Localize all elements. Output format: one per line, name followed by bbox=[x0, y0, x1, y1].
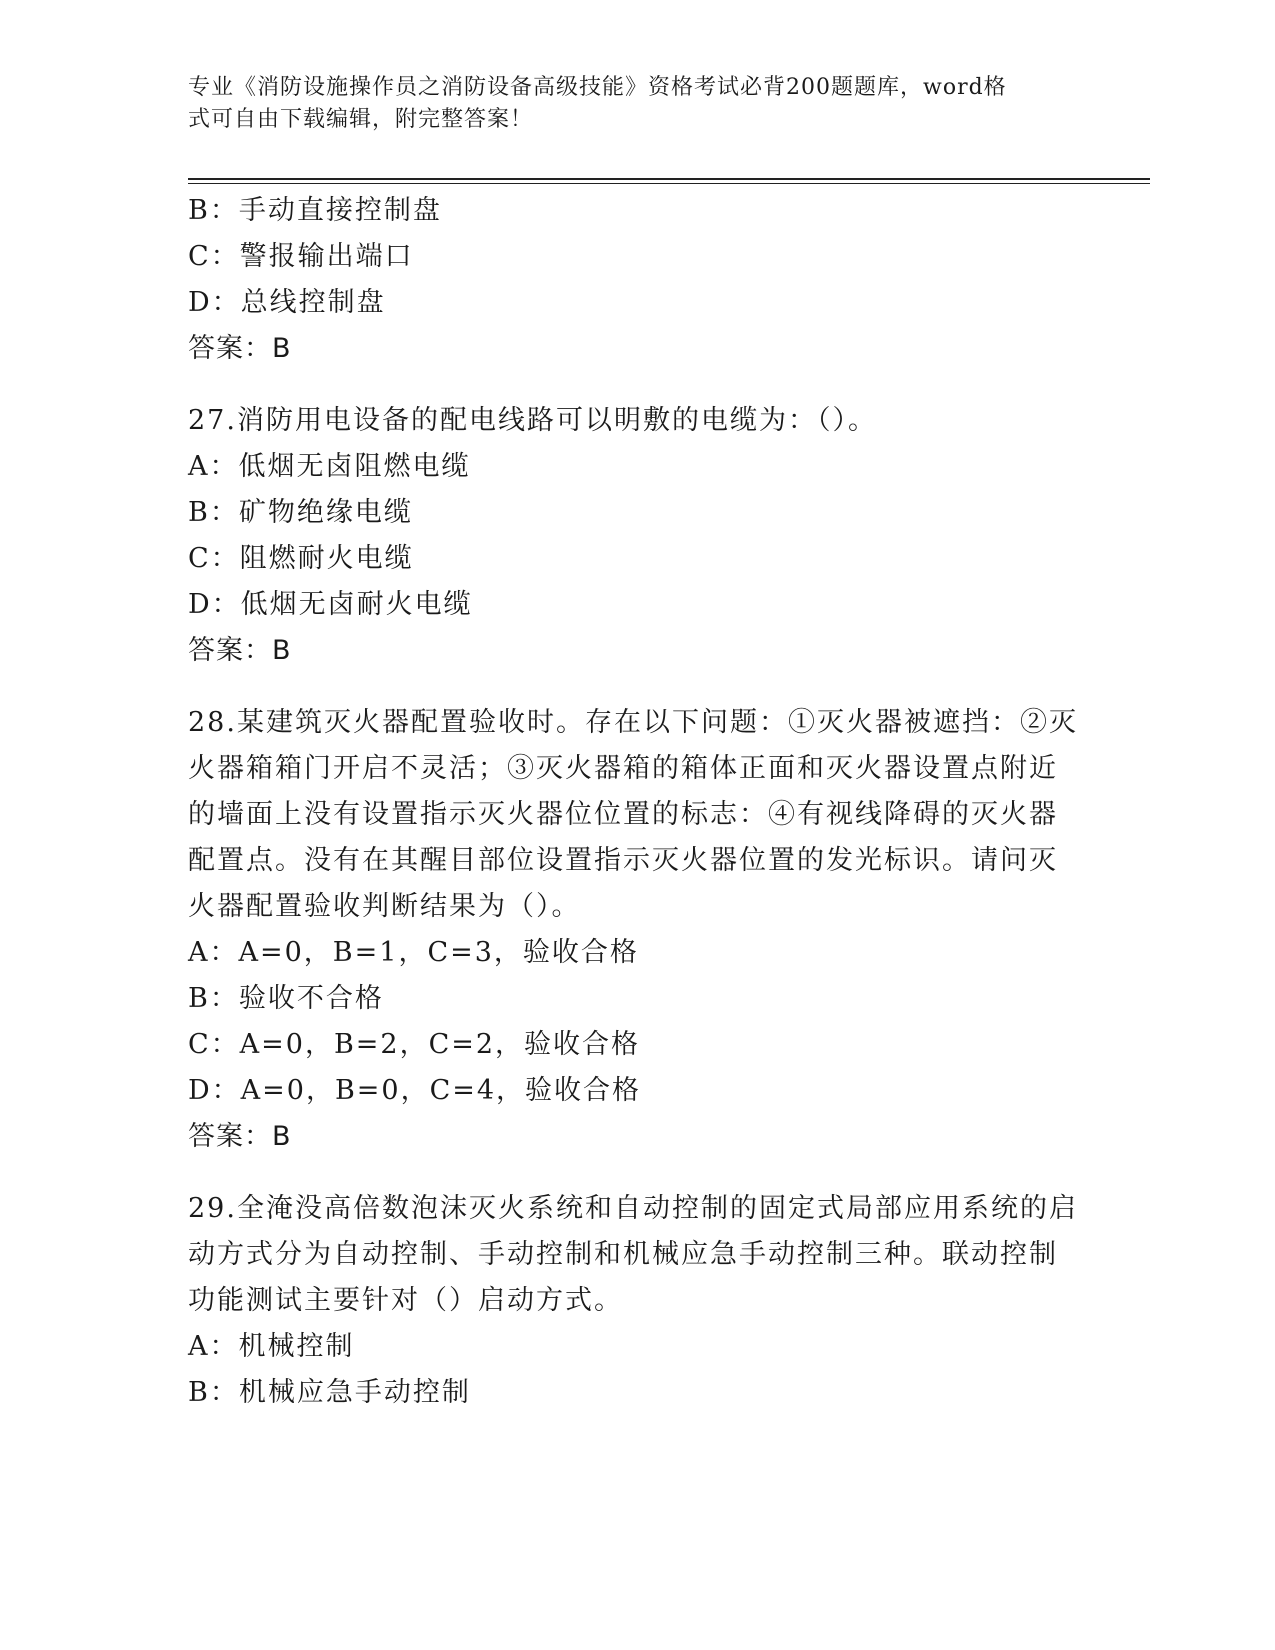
prev-question bbox=[188, 188, 1088, 372]
question-stem-line: 火器箱箱门开启不灵活；③灭火器箱的箱体正面和灭火器设置点附近 bbox=[188, 753, 1058, 784]
question-stem-line: 的墙面上没有设置指示灭火器位位置的标志：④有视线降碍的灭火器 bbox=[188, 799, 1058, 830]
question-stem-line: 配置点。没有在其醒目部位设置指示灭火器位置的发光标识。请问灭 bbox=[188, 845, 1058, 876]
question-stem: 27.消防用电设备的配电线路可以明敷的电缆为：（）。 bbox=[188, 405, 877, 436]
answer-line: 答案：B bbox=[188, 333, 292, 364]
option-b: B：验收不合格 bbox=[188, 983, 384, 1014]
header-rule-thin bbox=[188, 183, 1150, 184]
question-stem-line: 动方式分为自动控制、手动控制和机械应急手动控制三种。联动控制 bbox=[188, 1239, 1058, 1270]
option-c: C：A=0，B=2，C=2，验收合格 bbox=[188, 1029, 641, 1060]
option-a: A：A=0，B=1，C=3，验收合格 bbox=[188, 937, 639, 968]
document-header bbox=[188, 72, 1068, 136]
option-b: B：手动直接控制盘 bbox=[188, 195, 442, 226]
option-b: B：矿物绝缘电缆 bbox=[188, 497, 413, 528]
option-d: D：低烟无卤耐火电缆 bbox=[188, 589, 473, 620]
header-rule-thick bbox=[188, 178, 1150, 180]
option-d: D：总线控制盘 bbox=[188, 287, 386, 318]
question-29 bbox=[188, 1186, 1088, 1416]
answer-line: 答案：B bbox=[188, 635, 292, 666]
option-b: B：机械应急手动控制 bbox=[188, 1377, 471, 1408]
question-stem-line: 28.某建筑灭火器配置验收时。存在以下问题：①灭火器被遮挡：②灭 bbox=[188, 707, 1078, 738]
header-line-2: 式可自由下载编辑，附完整答案！ bbox=[188, 107, 534, 132]
answer-line: 答案：B bbox=[188, 1121, 292, 1152]
option-c: C：警报输出端口 bbox=[188, 241, 414, 272]
option-d: D：A=0，B=0，C=4，验收合格 bbox=[188, 1075, 642, 1106]
question-stem-line: 29.全淹没高倍数泡沫灭火系统和自动控制的固定式局部应用系统的启 bbox=[188, 1193, 1078, 1224]
question-28 bbox=[188, 700, 1088, 1160]
question-27 bbox=[188, 398, 1088, 674]
question-stem-line: 火器配置验收判断结果为（）。 bbox=[188, 891, 581, 922]
option-c: C：阻燃耐火电缆 bbox=[188, 543, 414, 574]
header-line-1: 专业《消防设施操作员之消防设备高级技能》资格考试必背200题题库，word格 bbox=[188, 75, 1007, 100]
question-content bbox=[188, 188, 1088, 1416]
option-a: A：低烟无卤阻燃电缆 bbox=[188, 451, 471, 482]
question-stem-line: 功能测试主要针对（）启动方式。 bbox=[188, 1285, 623, 1316]
option-a: A：机械控制 bbox=[188, 1331, 355, 1362]
